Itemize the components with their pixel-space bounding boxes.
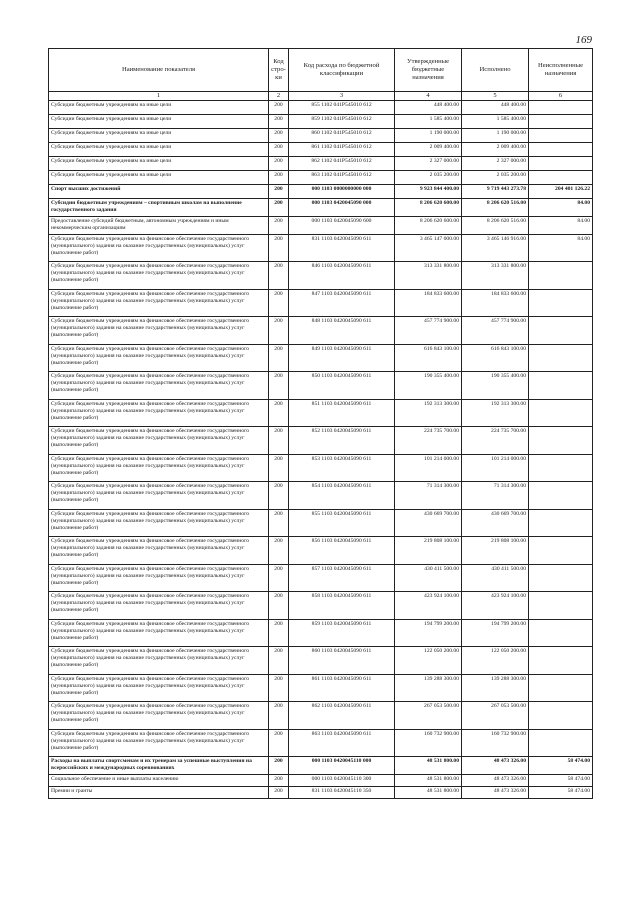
table-row <box>49 592 593 620</box>
line-code-cell: 200 <box>269 619 289 647</box>
line-code-cell: 200 <box>269 262 289 290</box>
line-code-cell: 200 <box>269 234 289 262</box>
budget-code-cell: 863 1102 041Р545010 612 <box>289 170 395 184</box>
table-row <box>49 537 593 565</box>
executed-amount-cell: 48 473 326.00 <box>462 757 529 775</box>
indicator-name-cell: Субсидии бюджетным учреждениям на финансовое обеспечение государственного (муниципального) задания на оказание государственных (муниципальных) услуг (выполнение работ) <box>49 647 269 675</box>
indicator-name-cell: Субсидии бюджетным учреждениям на финансовое обеспечение государственного (муниципального) задания на оказание государственных (муниципальных) услуг (выполнение работ) <box>49 674 269 702</box>
indicator-name-cell: Субсидии бюджетным учреждениям на финансовое обеспечение государственного (муниципального) задания на оказание государственных (муниципальных) услуг (выполнение работ) <box>49 592 269 620</box>
executed-amount-cell: 267 053 500.00 <box>462 702 529 730</box>
budget-code-cell: 858 1103 0420045090 611 <box>289 592 395 620</box>
approved-amount-cell: 194 799 200.00 <box>395 619 462 647</box>
unexecuted-amount-cell <box>529 156 593 170</box>
line-code-cell: 200 <box>269 128 289 142</box>
approved-amount-cell: 48 531 800.00 <box>395 757 462 775</box>
budget-code-cell: 853 1103 0420045090 611 <box>289 454 395 482</box>
indicator-name-cell: Субсидии бюджетным учреждениям на финансовое обеспечение государственного (муниципального) задания на оказание государственных (муниципальных) услуг (выполнение работ) <box>49 619 269 647</box>
header-unexecuted: Неисполненные назначения <box>529 49 593 92</box>
table-row <box>49 427 593 455</box>
budget-code-cell: 000 1103 0420045090 600 <box>289 216 395 234</box>
budget-code-cell: 000 1103 0420045110 000 <box>289 757 395 775</box>
table-row <box>49 216 593 234</box>
table-row <box>49 787 593 799</box>
indicator-name-cell: Субсидии бюджетным учреждениям на финансовое обеспечение государственного (муниципального) задания на оказание государственных (муниципальных) услуг (выполнение работ) <box>49 427 269 455</box>
table-row <box>49 454 593 482</box>
line-code-cell: 200 <box>269 702 289 730</box>
indicator-name-cell: Спорт высших достижений <box>49 184 269 198</box>
indicator-name-cell: Премии и гранты <box>49 787 269 799</box>
table-row <box>49 156 593 170</box>
approved-amount-cell: 2 035 200.00 <box>395 170 462 184</box>
table-row <box>49 619 593 647</box>
unexecuted-amount-cell <box>529 729 593 757</box>
indicator-name-cell: Субсидии бюджетным учреждениям на финансовое обеспечение государственного (муниципального) задания на оказание государственных (муниципальных) услуг (выполнение работ) <box>49 702 269 730</box>
table-row <box>49 344 593 372</box>
header-executed: Исполнено <box>462 49 529 92</box>
indicator-name-cell: Субсидии бюджетным учреждениям на иные цели <box>49 100 269 114</box>
executed-amount-cell: 8 206 620 516.00 <box>462 216 529 234</box>
approved-amount-cell: 122 050 200.00 <box>395 647 462 675</box>
budget-code-cell: 860 1102 041Р545010 612 <box>289 128 395 142</box>
approved-amount-cell: 430 669 700.00 <box>395 509 462 537</box>
budget-code-cell: 857 1103 0420045090 611 <box>289 564 395 592</box>
indicator-name-cell: Предоставление субсидий бюджетным, автономным учреждениям и иным некоммерческим организациям <box>49 216 269 234</box>
indicator-name-cell: Субсидии бюджетным учреждениям на финансовое обеспечение государственного (муниципального) задания на оказание государственных (муниципальных) услуг (выполнение работ) <box>49 454 269 482</box>
header-row <box>49 49 593 92</box>
unexecuted-amount-cell <box>529 454 593 482</box>
unexecuted-amount-cell <box>529 674 593 702</box>
budget-code-cell: 000 1103 0420045090 000 <box>289 198 395 216</box>
unexecuted-amount-cell <box>529 619 593 647</box>
line-code-cell: 200 <box>269 787 289 799</box>
column-number: 2 <box>269 92 289 101</box>
line-code-cell: 200 <box>269 399 289 427</box>
table-row <box>49 114 593 128</box>
approved-amount-cell: 48 531 800.00 <box>395 775 462 787</box>
budget-code-cell: 861 1102 041Р545010 612 <box>289 142 395 156</box>
executed-amount-cell: 1 190 000.00 <box>462 128 529 142</box>
budget-code-cell: 000 1103 0420045110 300 <box>289 775 395 787</box>
line-code-cell: 200 <box>269 372 289 400</box>
line-code-cell: 200 <box>269 184 289 198</box>
column-number: 5 <box>462 92 529 101</box>
budget-code-cell: 855 1103 0420045090 611 <box>289 509 395 537</box>
budget-code-cell: 849 1103 0420045090 611 <box>289 344 395 372</box>
indicator-name-cell: Субсидии бюджетным учреждениям на финансовое обеспечение государственного (муниципального) задания на оказание государственных (муниципальных) услуг (выполнение работ) <box>49 509 269 537</box>
indicator-name-cell: Субсидии бюджетным учреждениям на иные цели <box>49 142 269 156</box>
column-number-row <box>49 92 593 101</box>
table-row <box>49 509 593 537</box>
unexecuted-amount-cell <box>529 372 593 400</box>
executed-amount-cell: 1 585 400.00 <box>462 114 529 128</box>
budget-code-cell: 860 1103 0420045090 611 <box>289 647 395 675</box>
approved-amount-cell: 616 843 100.00 <box>395 344 462 372</box>
budget-code-cell: 859 1102 041Р545010 612 <box>289 114 395 128</box>
indicator-name-cell: Субсидии бюджетным учреждениям на иные цели <box>49 128 269 142</box>
executed-amount-cell: 2 327 000.00 <box>462 156 529 170</box>
table-row <box>49 729 593 757</box>
column-number: 4 <box>395 92 462 101</box>
budget-code-cell: 854 1103 0420045090 611 <box>289 482 395 510</box>
executed-amount-cell: 190 355 400.00 <box>462 372 529 400</box>
budget-code-cell: 847 1103 0420045090 611 <box>289 289 395 317</box>
indicator-name-cell: Субсидии бюджетным учреждениям на финансовое обеспечение государственного (муниципального) задания на оказание государственных (муниципальных) услуг (выполнение работ) <box>49 289 269 317</box>
unexecuted-amount-cell: 204 401 126.22 <box>529 184 593 198</box>
executed-amount-cell: 122 050 200.00 <box>462 647 529 675</box>
unexecuted-amount-cell: 58 474.00 <box>529 757 593 775</box>
indicator-name-cell: Субсидии бюджетным учреждениям на финансовое обеспечение государственного (муниципального) задания на оказание государственных (муниципальных) услуг (выполнение работ) <box>49 234 269 262</box>
unexecuted-amount-cell <box>529 509 593 537</box>
indicator-name-cell: Субсидии бюджетным учреждениям на финансовое обеспечение государственного (муниципального) задания на оказание государственных (муниципальных) услуг (выполнение работ) <box>49 729 269 757</box>
line-code-cell: 200 <box>269 100 289 114</box>
budget-execution-table <box>48 48 593 799</box>
column-number: 3 <box>289 92 395 101</box>
approved-amount-cell: 1 190 000.00 <box>395 128 462 142</box>
executed-amount-cell: 192 313 300.00 <box>462 399 529 427</box>
budget-code-cell: 848 1103 0420045090 611 <box>289 317 395 345</box>
executed-amount-cell: 8 206 620 516.00 <box>462 198 529 216</box>
indicator-name-cell: Расходы на выплаты спортсменам и их тренерам за успешные выступления на всероссийских и международных соревнованиях <box>49 757 269 775</box>
header-approved: Утвержденные бюджетные назначения <box>395 49 462 92</box>
indicator-name-cell: Субсидии бюджетным учреждениям на иные цели <box>49 156 269 170</box>
approved-amount-cell: 139 288 300.00 <box>395 674 462 702</box>
executed-amount-cell: 219 808 100.00 <box>462 537 529 565</box>
unexecuted-amount-cell <box>529 344 593 372</box>
budget-code-cell: 831 1103 0420045090 611 <box>289 234 395 262</box>
executed-amount-cell: 48 473 326.00 <box>462 787 529 799</box>
indicator-name-cell: Субсидии бюджетным учреждениям на финансовое обеспечение государственного (муниципального) задания на оказание государственных (муниципальных) услуг (выполнение работ) <box>49 564 269 592</box>
header-budget-code: Код расхода по бюджетной классификации <box>289 49 395 92</box>
approved-amount-cell: 190 355 400.00 <box>395 372 462 400</box>
approved-amount-cell: 184 833 600.00 <box>395 289 462 317</box>
executed-amount-cell: 2 009 400.00 <box>462 142 529 156</box>
indicator-name-cell: Субсидии бюджетным учреждениям на финансовое обеспечение государственного (муниципального) задания на оказание государственных (муниципальных) услуг (выполнение работ) <box>49 537 269 565</box>
indicator-name-cell: Субсидии бюджетным учреждениям – спортивным школам на выполнение государственного задания <box>49 198 269 216</box>
budget-code-cell: 831 1103 0420045110 350 <box>289 787 395 799</box>
approved-amount-cell: 48 531 800.00 <box>395 787 462 799</box>
executed-amount-cell: 71 314 300.00 <box>462 482 529 510</box>
executed-amount-cell: 9 719 443 273.78 <box>462 184 529 198</box>
unexecuted-amount-cell <box>529 142 593 156</box>
budget-code-cell: 851 1103 0420045090 611 <box>289 399 395 427</box>
approved-amount-cell: 457 774 900.00 <box>395 317 462 345</box>
approved-amount-cell: 9 923 844 400.00 <box>395 184 462 198</box>
table-row <box>49 289 593 317</box>
table-row <box>49 564 593 592</box>
budget-code-cell: 862 1102 041Р545010 612 <box>289 156 395 170</box>
header-indicator-name: Наименование показателя <box>49 49 269 92</box>
line-code-cell: 200 <box>269 454 289 482</box>
table-row <box>49 234 593 262</box>
unexecuted-amount-cell: 58 474.00 <box>529 775 593 787</box>
line-code-cell: 200 <box>269 427 289 455</box>
executed-amount-cell: 3 465 146 916.00 <box>462 234 529 262</box>
executed-amount-cell: 430 669 700.00 <box>462 509 529 537</box>
unexecuted-amount-cell <box>529 289 593 317</box>
approved-amount-cell: 71 314 300.00 <box>395 482 462 510</box>
executed-amount-cell: 457 774 900.00 <box>462 317 529 345</box>
column-number: 6 <box>529 92 593 101</box>
table-row <box>49 100 593 114</box>
unexecuted-amount-cell <box>529 317 593 345</box>
indicator-name-cell: Субсидии бюджетным учреждениям на иные цели <box>49 170 269 184</box>
unexecuted-amount-cell <box>529 647 593 675</box>
line-code-cell: 200 <box>269 647 289 675</box>
table-row <box>49 317 593 345</box>
budget-code-cell: 856 1103 0420045090 611 <box>289 537 395 565</box>
budget-code-cell: 855 1102 041Р545010 612 <box>289 100 395 114</box>
unexecuted-amount-cell <box>529 170 593 184</box>
unexecuted-amount-cell <box>529 114 593 128</box>
indicator-name-cell: Субсидии бюджетным учреждениям на финансовое обеспечение государственного (муниципального) задания на оказание государственных (муниципальных) услуг (выполнение работ) <box>49 262 269 290</box>
executed-amount-cell: 48 473 326.00 <box>462 775 529 787</box>
unexecuted-amount-cell: 84.00 <box>529 216 593 234</box>
approved-amount-cell: 1 585 400.00 <box>395 114 462 128</box>
budget-code-cell: 852 1103 0420045090 611 <box>289 427 395 455</box>
table-row <box>49 170 593 184</box>
table-row <box>49 674 593 702</box>
unexecuted-amount-cell <box>529 128 593 142</box>
indicator-name-cell: Субсидии бюджетным учреждениям на иные цели <box>49 114 269 128</box>
executed-amount-cell: 224 735 700.00 <box>462 427 529 455</box>
executed-amount-cell: 2 035 200.00 <box>462 170 529 184</box>
line-code-cell: 200 <box>269 142 289 156</box>
unexecuted-amount-cell <box>529 537 593 565</box>
approved-amount-cell: 192 313 300.00 <box>395 399 462 427</box>
line-code-cell: 200 <box>269 757 289 775</box>
line-code-cell: 200 <box>269 729 289 757</box>
indicator-name-cell: Субсидии бюджетным учреждениям на финансовое обеспечение государственного (муниципального) задания на оказание государственных (муниципальных) услуг (выполнение работ) <box>49 344 269 372</box>
indicator-name-cell: Субсидии бюджетным учреждениям на финансовое обеспечение государственного (муниципального) задания на оказание государственных (муниципальных) услуг (выполнение работ) <box>49 317 269 345</box>
table-row <box>49 198 593 216</box>
column-number: 1 <box>49 92 269 101</box>
executed-amount-cell: 616 843 100.00 <box>462 344 529 372</box>
budget-code-cell: 850 1103 0420045090 611 <box>289 372 395 400</box>
approved-amount-cell: 101 214 000.00 <box>395 454 462 482</box>
executed-amount-cell: 423 924 100.00 <box>462 592 529 620</box>
indicator-name-cell: Социальное обеспечение и иные выплаты населению <box>49 775 269 787</box>
approved-amount-cell: 448 400.00 <box>395 100 462 114</box>
unexecuted-amount-cell <box>529 262 593 290</box>
table-row <box>49 702 593 730</box>
budget-code-cell: 846 1103 0420045090 611 <box>289 262 395 290</box>
line-code-cell: 200 <box>269 509 289 537</box>
approved-amount-cell: 2 009 400.00 <box>395 142 462 156</box>
unexecuted-amount-cell <box>529 399 593 427</box>
unexecuted-amount-cell <box>529 592 593 620</box>
line-code-cell: 200 <box>269 592 289 620</box>
budget-code-cell: 861 1103 0420045090 611 <box>289 674 395 702</box>
approved-amount-cell: 267 053 500.00 <box>395 702 462 730</box>
approved-amount-cell: 3 465 147 000.00 <box>395 234 462 262</box>
executed-amount-cell: 313 331 800.00 <box>462 262 529 290</box>
approved-amount-cell: 313 331 800.00 <box>395 262 462 290</box>
line-code-cell: 200 <box>269 289 289 317</box>
budget-code-cell: 859 1103 0420045090 611 <box>289 619 395 647</box>
table-row <box>49 262 593 290</box>
unexecuted-amount-cell: 84.00 <box>529 234 593 262</box>
unexecuted-amount-cell <box>529 702 593 730</box>
executed-amount-cell: 139 288 300.00 <box>462 674 529 702</box>
budget-code-cell: 862 1103 0420045090 611 <box>289 702 395 730</box>
indicator-name-cell: Субсидии бюджетным учреждениям на финансовое обеспечение государственного (муниципального) задания на оказание государственных (муниципальных) услуг (выполнение работ) <box>49 399 269 427</box>
line-code-cell: 200 <box>269 537 289 565</box>
line-code-cell: 200 <box>269 114 289 128</box>
executed-amount-cell: 194 799 200.00 <box>462 619 529 647</box>
unexecuted-amount-cell: 58 474.00 <box>529 787 593 799</box>
approved-amount-cell: 423 924 100.00 <box>395 592 462 620</box>
table-body <box>49 100 593 799</box>
table-row <box>49 184 593 198</box>
line-code-cell: 200 <box>269 564 289 592</box>
approved-amount-cell: 430 411 500.00 <box>395 564 462 592</box>
unexecuted-amount-cell <box>529 482 593 510</box>
executed-amount-cell: 101 214 000.00 <box>462 454 529 482</box>
approved-amount-cell: 160 732 900.00 <box>395 729 462 757</box>
executed-amount-cell: 448 400.00 <box>462 100 529 114</box>
line-code-cell: 200 <box>269 775 289 787</box>
line-code-cell: 200 <box>269 482 289 510</box>
approved-amount-cell: 2 327 000.00 <box>395 156 462 170</box>
approved-amount-cell: 224 735 700.00 <box>395 427 462 455</box>
approved-amount-cell: 8 206 620 600.00 <box>395 216 462 234</box>
line-code-cell: 200 <box>269 156 289 170</box>
table-row <box>49 757 593 775</box>
table-row <box>49 482 593 510</box>
line-code-cell: 200 <box>269 198 289 216</box>
unexecuted-amount-cell <box>529 427 593 455</box>
table-row <box>49 142 593 156</box>
line-code-cell: 200 <box>269 216 289 234</box>
table-row <box>49 399 593 427</box>
indicator-name-cell: Субсидии бюджетным учреждениям на финансовое обеспечение государственного (муниципального) задания на оказание государственных (муниципальных) услуг (выполнение работ) <box>49 482 269 510</box>
header-line-code: Код стро-ки <box>269 49 289 92</box>
unexecuted-amount-cell: 84.00 <box>529 198 593 216</box>
line-code-cell: 200 <box>269 674 289 702</box>
unexecuted-amount-cell <box>529 100 593 114</box>
unexecuted-amount-cell <box>529 564 593 592</box>
table-row <box>49 128 593 142</box>
executed-amount-cell: 160 732 900.00 <box>462 729 529 757</box>
indicator-name-cell: Субсидии бюджетным учреждениям на финансовое обеспечение государственного (муниципального) задания на оказание государственных (муниципальных) услуг (выполнение работ) <box>49 372 269 400</box>
line-code-cell: 200 <box>269 344 289 372</box>
line-code-cell: 200 <box>269 317 289 345</box>
budget-code-cell: 863 1103 0420045090 611 <box>289 729 395 757</box>
budget-code-cell: 000 1103 0000000000 000 <box>289 184 395 198</box>
line-code-cell: 200 <box>269 170 289 184</box>
table-row <box>49 372 593 400</box>
approved-amount-cell: 219 808 100.00 <box>395 537 462 565</box>
executed-amount-cell: 184 833 600.00 <box>462 289 529 317</box>
table-row <box>49 647 593 675</box>
page-number: 169 <box>575 34 592 46</box>
table-row <box>49 775 593 787</box>
approved-amount-cell: 8 206 620 600.00 <box>395 198 462 216</box>
executed-amount-cell: 430 411 500.00 <box>462 564 529 592</box>
